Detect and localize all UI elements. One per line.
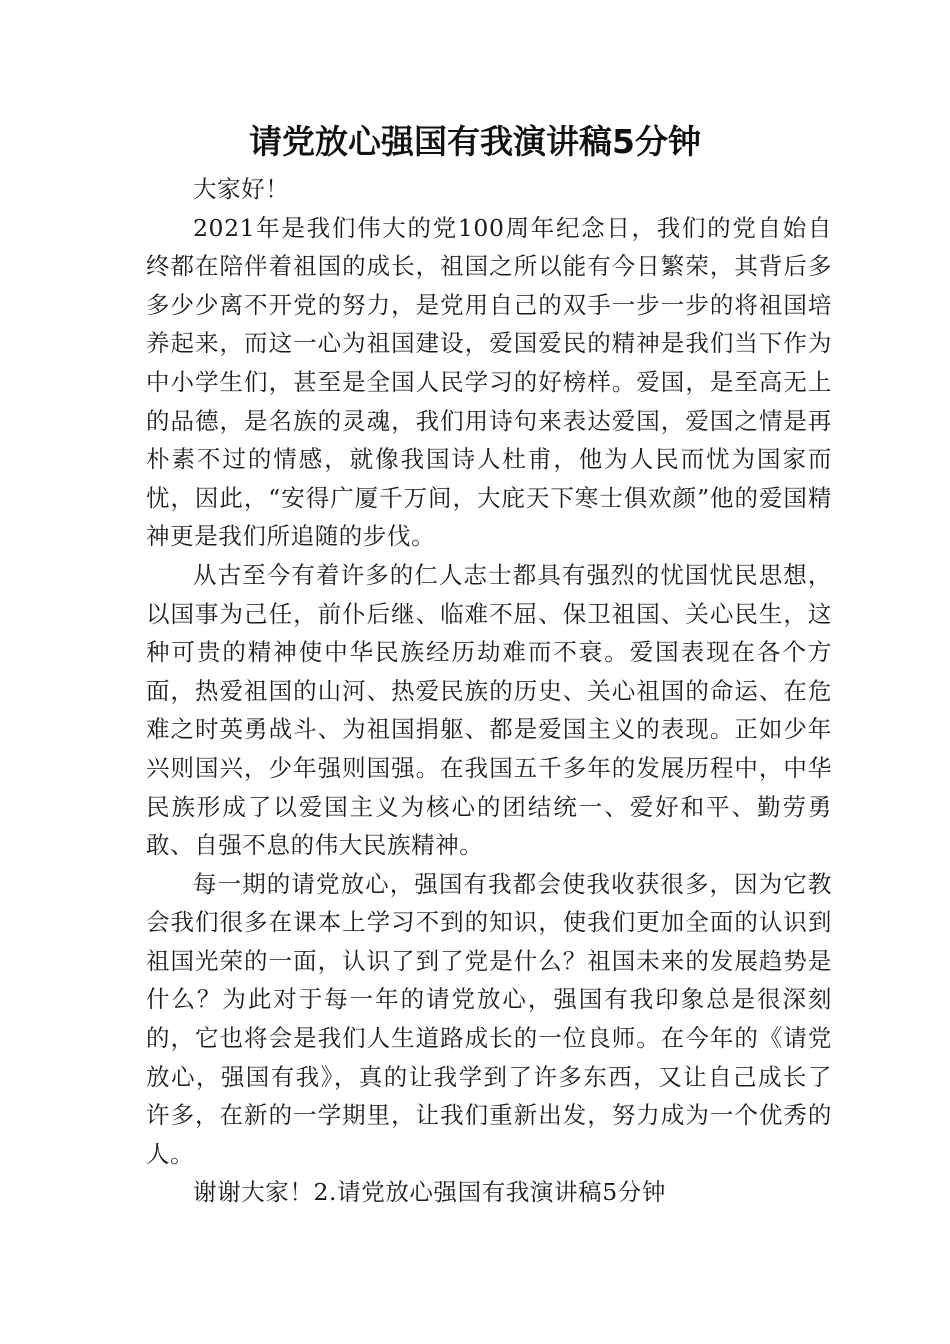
document-body [146, 170, 832, 1212]
paragraph-greeting: 大家好！ [193, 175, 290, 203]
paragraph-1: 2021年是我们伟大的党100周年纪念日，我们的党自始自终都在陪伴着祖国的成长，祖国之所以能有今日繁荣，其背后多多少少离不开党的努力，是党用自己的双手一步一步的将祖国培养起来，而这一心为祖国建设，爱国爱民的精神是我们当下作为中小学生们，甚至是全国人民学习的好榜样。爱国，是至高无上的品德，是名族的灵魂，我们用诗句来表达爱国，爱国之情是再朴素不过的情感，就像我国诗人杜甫，他为人民而忧为国家而忧，因此，“安得广厦千万间，大庇天下寒士俱欢颜”他的爱国精神更是我们所追随的步伐。 [146, 213, 832, 551]
paragraph-closing: 谢谢大家！2.请党放心强国有我演讲稿5分钟 [193, 1178, 666, 1207]
paragraph-3: 每一期的请党放心，强国有我都会使我收获很多，因为它教会我们很多在课本上学习不到的知识，使我们更加全面的认识到祖国光荣的一面，认识了到了党是什么？祖国未来的发展趋势是什么？为此对于每一年的请党放心，强国有我印象总是很深刻的，它也将会是我们人生道路成长的一位良师。在今年的《请党放心，强国有我》，真的让我学到了许多东西，又让自己成长了许多，在新的一学期里，让我们重新出发，努力成为一个优秀的人。 [146, 869, 832, 1168]
paragraph-2: 从古至今有着许多的仁人志士都具有强烈的忧国忧民思想，以国事为己任，前仆后继、临难不屈、保卫祖国、关心民生，这种可贵的精神使中华民族经历劫难而不衰。爱国表现在各个方面，热爱祖国的山河、热爱民族的历史、关心祖国的命运、在危难之时英勇战斗、为祖国捐躯、都是爱国主义的表现。正如少年兴则国兴，少年强则国强。在我国五千多年的发展历程中，中华民族形成了以爱国主义为核心的团结统一、爱好和平、勤劳勇敢、自强不息的伟大民族精神。 [146, 560, 832, 860]
document-title: 请党放心强国有我演讲稿5分钟 [249, 122, 701, 161]
